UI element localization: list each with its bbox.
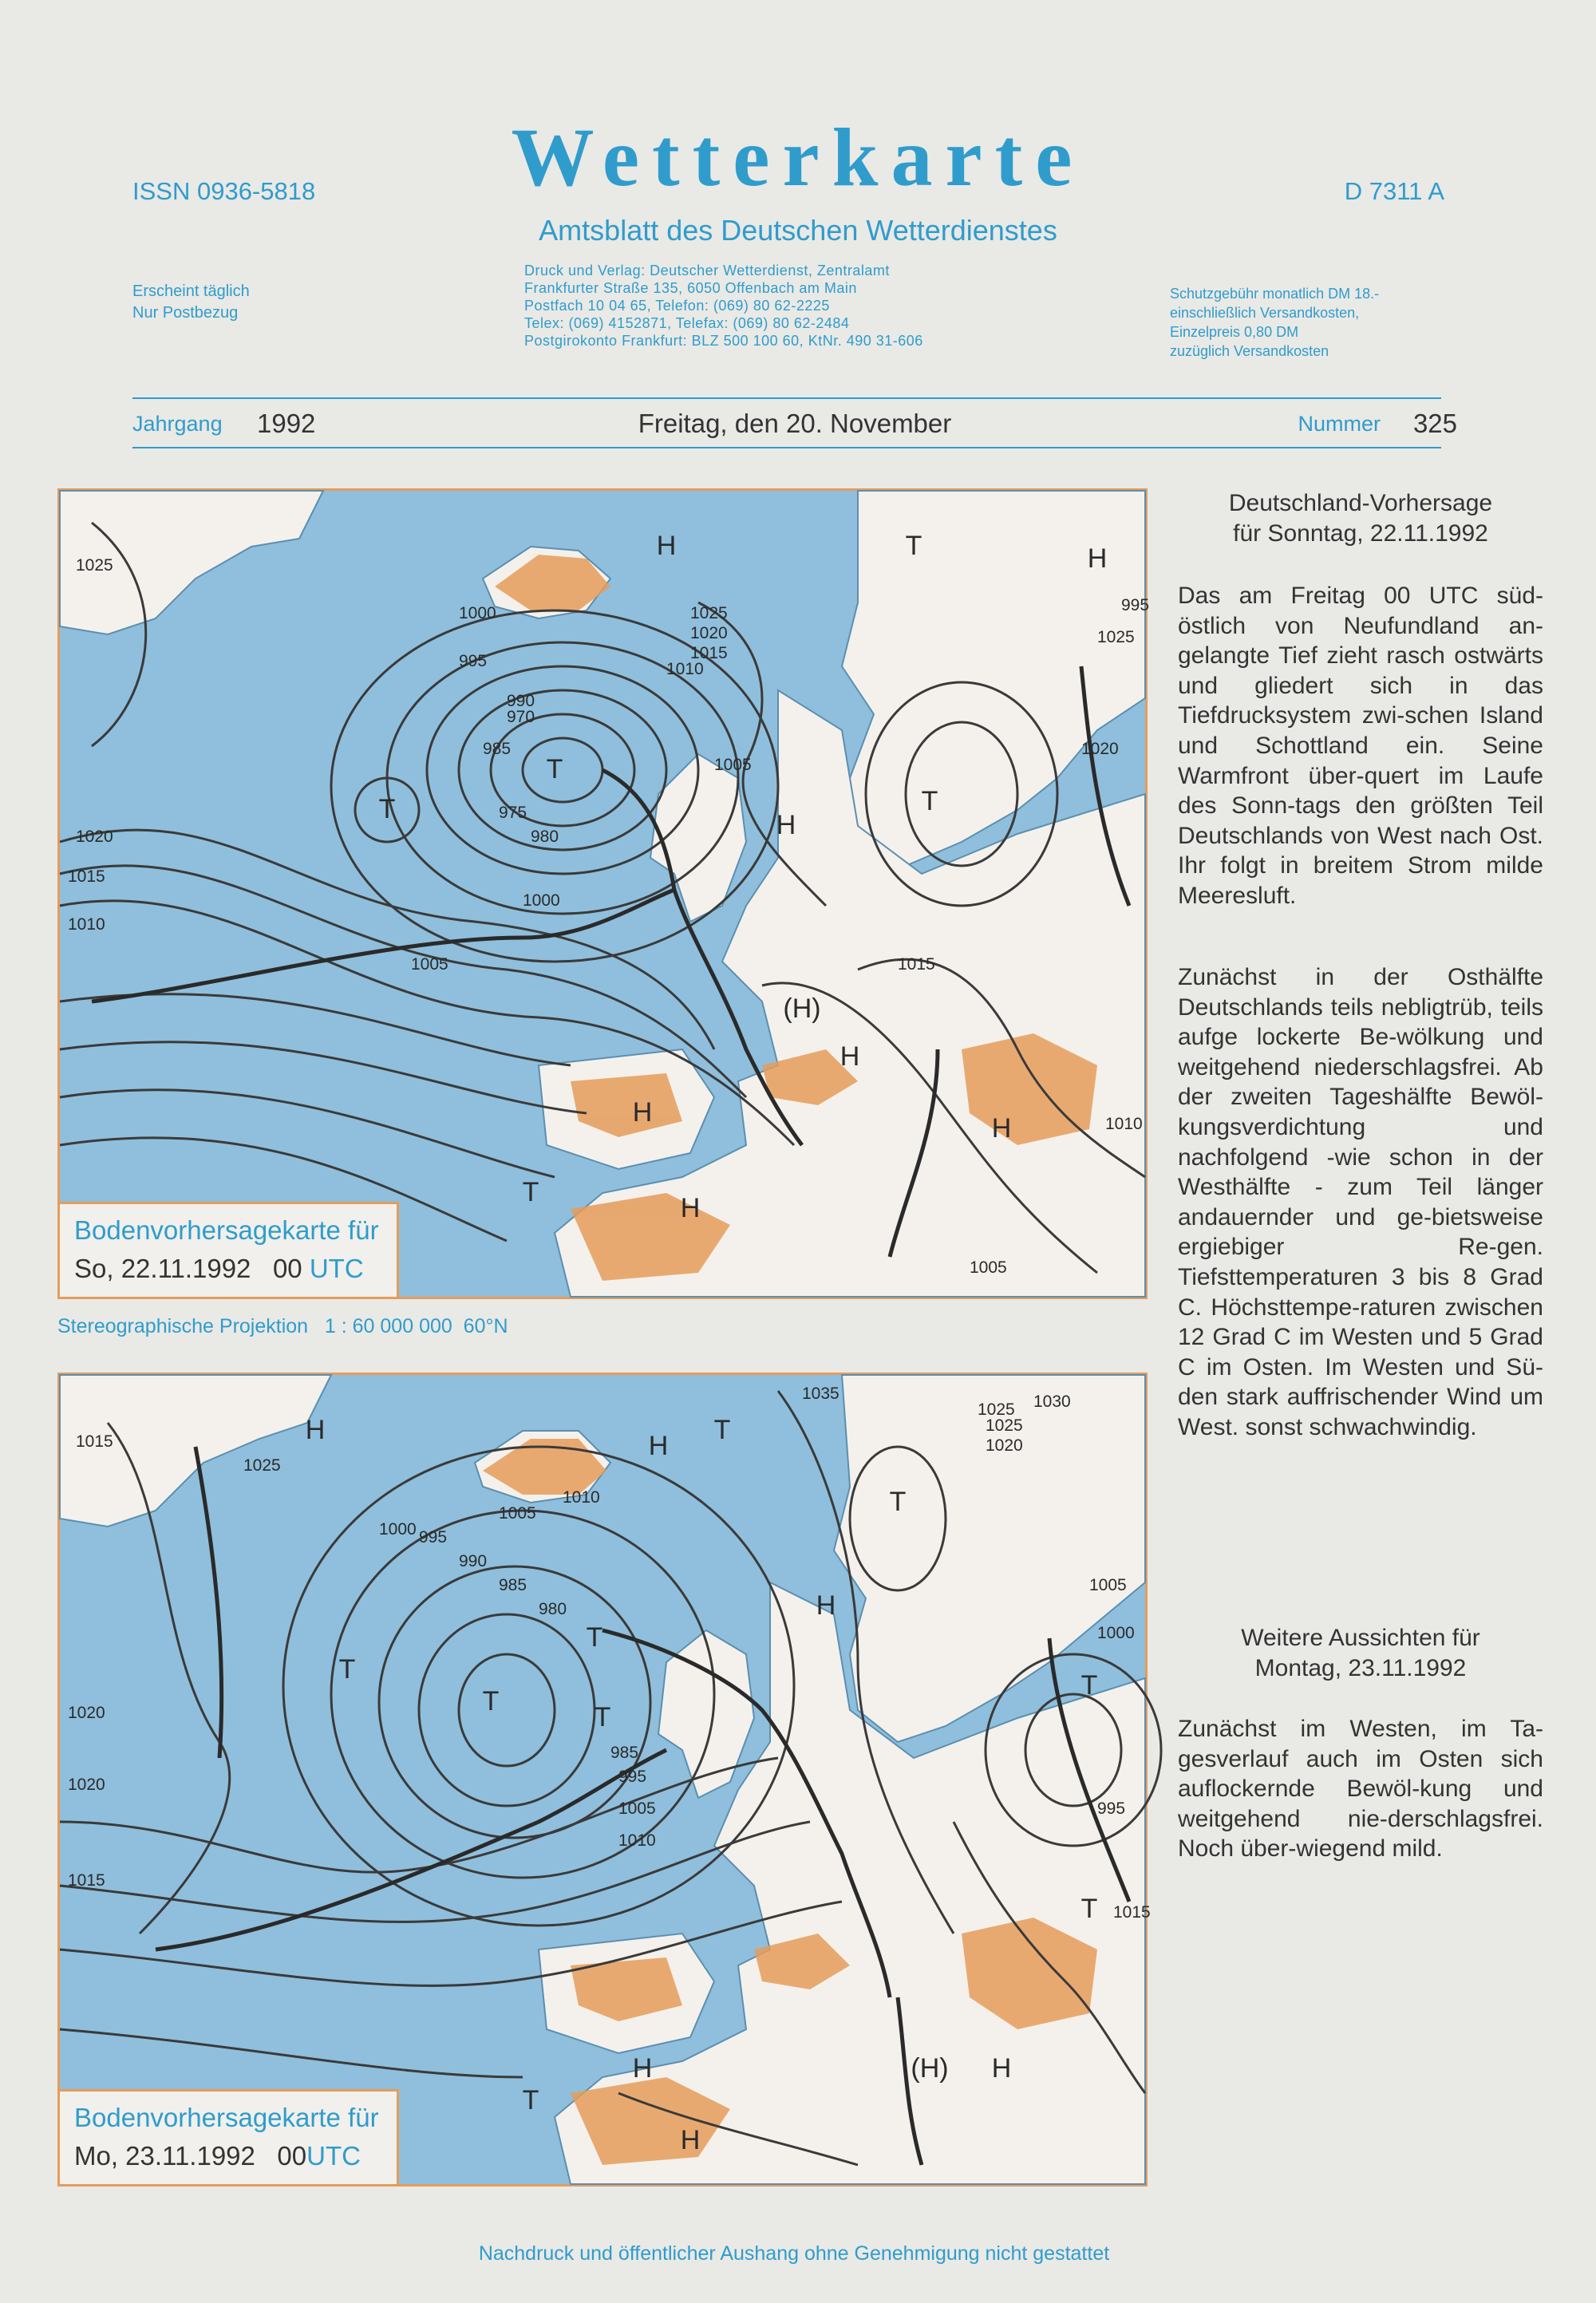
divider-bottom <box>132 447 1441 448</box>
pressure-centre-label: T <box>1080 1670 1098 1701</box>
isobar-value: 1005 <box>714 756 752 774</box>
pressure-centre-label: T <box>378 794 396 824</box>
isobar-value: 1020 <box>68 1704 105 1722</box>
forecast-map-monday <box>57 1373 1151 2186</box>
publication-frequency-note <box>132 281 250 324</box>
outlook-paragraph: Zunächst im Westen, im Ta-gesverlauf auch im Osten sich auflockernde Bewöl-kung und weitgehend nie-derschlagsfrei. Noch über-wiegend mild. <box>1178 1716 1543 1863</box>
isobar-value: 1020 <box>68 1776 105 1794</box>
isobar-value: 1015 <box>68 1871 105 1890</box>
isobar-value: 995 <box>618 1768 647 1786</box>
isobar <box>60 1042 587 1113</box>
map-caption-title: Bodenvorhersagekarte für <box>74 2103 379 2132</box>
isobar-value: 1025 <box>76 556 113 575</box>
isobar-value: 1025 <box>978 1400 1015 1419</box>
isobar <box>60 830 714 1049</box>
volume-value: 1992 <box>257 409 316 438</box>
isobar-value: 995 <box>419 1528 448 1547</box>
isobar-value: 1015 <box>898 955 935 974</box>
isobar-value: 995 <box>1121 596 1150 614</box>
isobar-value: 1035 <box>802 1385 839 1403</box>
land-masses <box>60 1375 1145 2184</box>
map-caption-hour: 00 <box>277 2141 307 2171</box>
pressure-centre-label: H <box>680 2125 701 2155</box>
outlook-heading-monday <box>1178 1623 1543 1683</box>
isobar-value: 1015 <box>68 867 105 886</box>
issue-number-label: Nummer <box>1298 412 1381 436</box>
copyright-footer: Nachdruck und öffentlicher Aushang ohne Genehmigung nicht gestattet <box>478 2242 1110 2265</box>
weather-map-graphic <box>60 491 1150 1297</box>
pressure-centre-label: T <box>482 1686 500 1716</box>
map-caption-day: Mo, 23.11.1992 <box>74 2141 255 2171</box>
pressure-centre-label: H <box>991 2053 1012 2084</box>
isobar-value: 975 <box>499 804 527 822</box>
isobar <box>60 1822 810 1922</box>
isobar-value: 1000 <box>523 891 560 910</box>
isobar-value: 1025 <box>690 604 728 622</box>
isobar-value: 1020 <box>76 828 113 846</box>
isobar-value: 995 <box>459 652 488 670</box>
pressure-centre-label: T <box>586 1622 603 1653</box>
isobar-value: 1010 <box>666 660 704 678</box>
isobar-value: 1010 <box>563 1488 600 1507</box>
isobar-value: 1020 <box>1081 740 1119 758</box>
isobar-value: 1015 <box>76 1432 113 1451</box>
isobar-value: 1025 <box>1097 628 1135 646</box>
isobar <box>60 1090 555 1177</box>
projection-note: Stereographische Projektion 1 : 60 000 000 60°N <box>57 1315 508 1337</box>
publication-subtitle: Amtsblatt des Deutschen Wetterdienstes <box>539 214 1057 247</box>
pressure-centre-label: H <box>632 1097 653 1128</box>
map-caption-day: So, 22.11.1992 <box>74 1254 251 1283</box>
isobar-value: 1010 <box>68 915 105 934</box>
map-caption-date <box>74 1254 379 1284</box>
isobar <box>60 1758 778 1872</box>
issue-number-value: 325 <box>1412 409 1457 438</box>
isobar-value: 1020 <box>986 1436 1023 1455</box>
pressure-centre-label: T <box>921 786 938 816</box>
pressure-centre-label: T <box>713 1415 731 1445</box>
isobar-value: 990 <box>507 692 535 710</box>
isobar-value: 980 <box>539 1600 567 1618</box>
price-line: Schutzgebühr monatlich DM 18.- <box>1170 286 1380 302</box>
map-caption-date <box>74 2141 379 2171</box>
isobar-value: 1000 <box>459 604 496 622</box>
weather-map-graphic <box>60 1375 1151 2184</box>
imprint-line: Frankfurter Straße 135, 6050 Offenbach am Main <box>524 280 857 296</box>
pressure-centre-label: T <box>338 1654 356 1685</box>
isobar-value: 995 <box>1097 1799 1126 1818</box>
isobar-value: 1010 <box>618 1831 656 1850</box>
heading-line: Deutschland-Vorhersage <box>1228 490 1493 516</box>
publication-title: Wetterkarte <box>511 112 1085 203</box>
map-caption <box>60 1202 399 1297</box>
forecast-map-sunday <box>57 488 1148 1299</box>
imprint-line: Druck und Verlag: Deutscher Wetterdienst, Zentralamt <box>524 263 890 278</box>
isobar <box>459 1654 555 1766</box>
price-note <box>1170 284 1379 361</box>
pressure-centre-label: T <box>594 1702 611 1732</box>
pressure-centre-label: H <box>816 1590 836 1621</box>
pressure-centre-label: T <box>889 1487 907 1517</box>
price-line: zuzüglich Versandkosten <box>1170 343 1329 359</box>
heading-line: Montag, 23.11.1992 <box>1254 1654 1467 1681</box>
map-caption-title: Bodenvorhersagekarte für <box>74 1215 379 1245</box>
isobar-value: 1005 <box>499 1504 536 1523</box>
isobar-value: 1025 <box>243 1456 281 1475</box>
isobar-value: 1015 <box>690 644 728 662</box>
front-line <box>196 1447 222 1758</box>
forecast-heading-sunday <box>1178 488 1543 548</box>
pressure-centre-label: H <box>656 531 677 561</box>
pressure-centre-label: H <box>305 1415 326 1445</box>
isobar-value: 1025 <box>986 1416 1023 1435</box>
map-caption-utc: UTC <box>309 1254 364 1283</box>
pressure-centre-label: T <box>522 1177 539 1207</box>
publisher-imprint <box>524 262 923 350</box>
pressure-centre-label: T <box>905 531 922 561</box>
note-line: Erscheint täglich <box>132 282 250 300</box>
isobar <box>60 1902 842 1985</box>
pressure-centre-label: H <box>632 2053 653 2084</box>
price-line: einschließlich Versandkosten, <box>1170 305 1360 321</box>
volume-label: Jahrgang <box>132 412 223 436</box>
isobar-value: 990 <box>459 1552 488 1570</box>
isobar-value: 1005 <box>411 955 448 974</box>
isobar-value: 985 <box>483 740 512 758</box>
pressure-centre-label: (H) <box>911 2053 949 2084</box>
pressure-centre-label: H <box>776 810 796 840</box>
pressure-centre-label: T <box>1080 1894 1098 1924</box>
isobar-value: 1005 <box>970 1258 1007 1277</box>
pressure-centre-label: H <box>991 1113 1012 1144</box>
isobar-value: 970 <box>507 708 535 726</box>
isobar-value: 980 <box>531 828 559 846</box>
divider-top <box>132 397 1441 399</box>
pressure-centre-label: (H) <box>783 993 821 1024</box>
isobar-value: 1005 <box>618 1799 656 1818</box>
issue-info-row <box>132 405 1457 444</box>
pressure-centre-label: H <box>648 1431 669 1461</box>
issn-number: ISSN 0936-5818 <box>132 177 316 205</box>
imprint-line: Postgirokonto Frankfurt: BLZ 500 100 60, KtNr. 490 31-606 <box>524 333 923 349</box>
pressure-centre-label: H <box>680 1193 701 1223</box>
heading-line: Weitere Aussichten für <box>1241 1625 1480 1651</box>
forecast-paragraph: Das am Freitag 00 UTC süd-östlich von Neufundland an-gelangte Tief zieht rasch ostwärts und gliedert sich in das Tiefdrucksystem zwi-schen Island und Schottland ein. Seine Warmfront über-quert im Laufe des Sonn-tags den größten Teil Deutschlands von West nach Ost. Ihr folgt in breitem Strom milde Meeresluft. <box>1178 583 1543 909</box>
isobar-value: 1015 <box>1113 1903 1151 1922</box>
forecast-paragraph: Zunächst in der Osthälfte Deutschlands teils nebligtrüb, teils aufge lockerte Be-wölkung und weitgehend niederschlagsfrei. Ab der zweiten Tageshälfte Bewöl-kungsverdichtung und nachfolgend -wie schon in der Westhälfte - zum Teil länger andauernder und ge-bietsweise ergiebiger Re-gen. Tiefsttemperaturen 3 bis 8 Grad C. Höchsttempe-raturen zwischen 12 Grad C im Westen und 5 Grad C im Osten. Im Westen und Sü-den stark auffrischender Wind um West. sonst schwachwindig. <box>1178 964 1543 1440</box>
isobar-value: 985 <box>499 1576 527 1594</box>
map-caption-utc: UTC <box>306 2141 361 2171</box>
imprint-line: Postfach 10 04 65, Telefon: (069) 80 62-2225 <box>524 298 830 314</box>
isobar-value: 1010 <box>1105 1115 1143 1133</box>
map-caption <box>60 2089 399 2184</box>
issue-date: Freitag, den 20. November <box>638 409 952 438</box>
pressure-centre-label: T <box>546 754 563 784</box>
pressure-centre-label: T <box>522 2085 539 2115</box>
note-line: Nur Postbezug <box>132 304 239 322</box>
isobar-value: 985 <box>610 1744 639 1762</box>
price-line: Einzelpreis 0,80 DM <box>1170 324 1299 340</box>
isobar <box>60 2029 523 2077</box>
isobar-value: 1020 <box>690 624 728 642</box>
imprint-line: Telex: (069) 4152871, Telefax: (069) 80 62-2484 <box>524 315 850 331</box>
pressure-centre-label: H <box>839 1041 860 1072</box>
isobar-value: 1005 <box>1089 1576 1127 1594</box>
isobar-value: 1030 <box>1033 1392 1071 1411</box>
isobar-value: 1000 <box>379 1520 417 1539</box>
land-masses <box>60 491 1145 1297</box>
isobar <box>419 1614 595 1806</box>
isobar-value: 1000 <box>1097 1624 1135 1642</box>
pressure-centre-label: H <box>1087 543 1108 574</box>
postal-code: D 7311 A <box>1344 177 1444 205</box>
heading-line: für Sonntag, 22.11.1992 <box>1233 519 1488 547</box>
map-caption-hour: 00 <box>272 1254 302 1283</box>
